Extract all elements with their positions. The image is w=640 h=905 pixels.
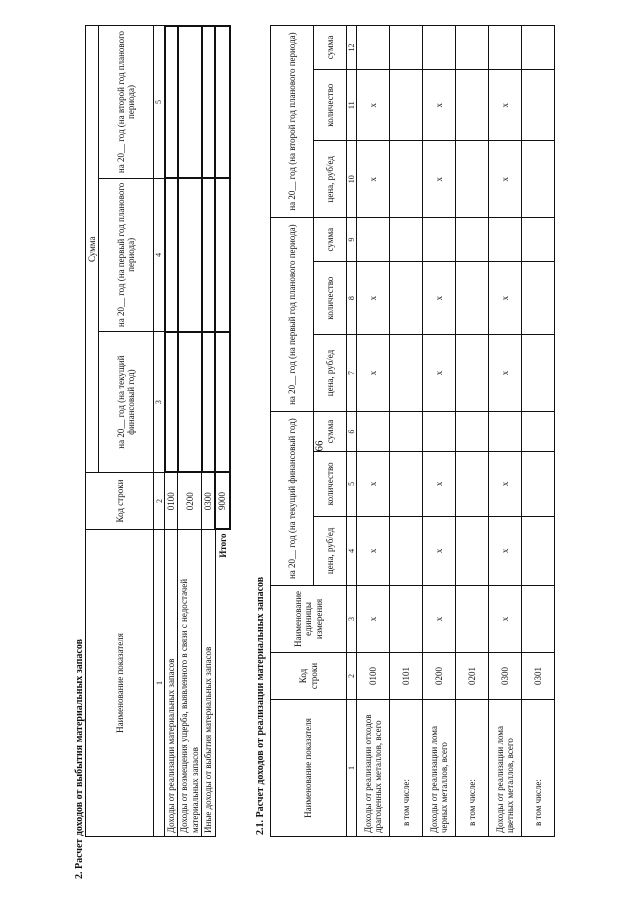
value-cell[interactable] [489,217,522,261]
page-number: 66 [313,440,326,452]
table-row [357,26,390,837]
value-cell[interactable] [390,217,423,261]
colnum: 3 [154,332,165,473]
header-sum: сумма [314,26,347,70]
value-cell[interactable] [522,586,555,653]
section-2-title: 2. Расчет доходов от выбытия материальных запасов [74,638,85,879]
value-cell[interactable] [489,412,522,452]
value-cell[interactable] [423,217,456,261]
value-cell[interactable] [456,451,489,516]
value-cell[interactable] [390,334,423,411]
value-cell[interactable] [522,26,555,70]
row-code: 0300 [489,653,522,700]
table-row [165,26,178,837]
header-price: цена, руб/ед [314,141,347,218]
table-row [202,26,216,837]
header-period-3: на 20__ год (на второй год планового периода) [99,26,154,178]
value-cell[interactable] [456,586,489,653]
x-mark: x [357,334,390,411]
row-name: в том числе: [456,700,489,837]
value-cell[interactable] [390,451,423,516]
x-mark: x [357,586,390,653]
header-period-1: на 20__ год (на текущий финансовый год) [271,412,314,586]
colnum: 1 [347,700,357,837]
value-cell[interactable] [522,451,555,516]
value-cell[interactable] [357,217,390,261]
header-period-1: на 20__ год (на текущий финансовый год) [99,332,154,473]
x-mark: x [423,334,456,411]
table-row [423,26,456,837]
value-cell[interactable] [522,141,555,218]
material-sales-income-table [270,25,555,837]
x-mark: x [357,262,390,334]
colnum: 4 [347,516,357,585]
row-code: 0300 [202,473,216,530]
x-mark: x [357,141,390,218]
value-cell[interactable] [456,412,489,452]
x-mark: x [357,69,390,141]
header-sum: Сумма [86,26,99,473]
colnum: 10 [347,141,357,218]
row-code: 0100 [357,653,390,700]
value-cell[interactable] [456,69,489,141]
value-cell[interactable] [522,69,555,141]
value-cell[interactable] [178,26,202,178]
header-period-2: на 20__ год (на первый год планового периода) [99,178,154,332]
colnum: 12 [347,26,357,70]
x-mark: x [489,451,522,516]
x-mark: x [423,262,456,334]
value-cell[interactable] [522,516,555,585]
header-code: Код строки [86,473,154,530]
x-mark: x [489,141,522,218]
value-cell[interactable] [390,141,423,218]
row-code: 0200 [423,653,456,700]
value-cell[interactable] [456,262,489,334]
header-code: Код строки [271,653,347,700]
row-code: 0101 [390,653,423,700]
colnum: 5 [154,26,165,178]
x-mark: x [489,262,522,334]
header-unit: Наименование единицы измерения [271,586,347,653]
value-cell[interactable] [165,26,178,178]
value-cell[interactable] [357,26,390,70]
x-mark: x [489,69,522,141]
x-mark: x [357,451,390,516]
total-cell[interactable] [215,178,229,332]
row-name: Доходы от реализации лома цветных металлов, всего [489,700,522,837]
value-cell[interactable] [423,26,456,70]
x-mark: x [423,451,456,516]
value-cell[interactable] [178,332,202,473]
x-mark: x [489,586,522,653]
value-cell[interactable] [489,26,522,70]
value-cell[interactable] [202,26,216,178]
header-sum: сумма [314,217,347,261]
x-mark: x [357,516,390,585]
colnum: 2 [347,653,357,700]
colnum: 11 [347,69,357,141]
value-cell[interactable] [423,412,456,452]
section-2-1-title: 2.1. Расчет доходов от реализации материальных запасов [255,576,266,835]
value-cell[interactable] [390,412,423,452]
colnum: 4 [154,178,165,332]
value-cell[interactable] [456,217,489,261]
value-cell[interactable] [202,178,216,332]
colnum: 6 [347,412,357,452]
colnum: 9 [347,217,357,261]
colnum: 5 [347,451,357,516]
header-price: цена, руб/ед [314,334,347,411]
row-code: 0301 [522,653,555,700]
colnum: 1 [154,530,165,837]
header-period-3: на 20__ год (на второй год планового периода) [271,26,314,218]
x-mark: x [423,69,456,141]
header-qty: количество [314,69,347,141]
row-name: Доходы от реализации лома черных металлов, всего [423,700,456,837]
value-cell[interactable] [390,262,423,334]
header-qty: количество [314,262,347,334]
total-cell[interactable] [215,332,229,473]
row-code: 0200 [178,473,202,530]
x-mark: x [423,586,456,653]
table-row [522,26,555,837]
value-cell[interactable] [390,26,423,70]
value-cell[interactable] [522,412,555,452]
row-code: 0201 [456,653,489,700]
x-mark: x [489,516,522,585]
value-cell[interactable] [456,26,489,70]
value-cell[interactable] [522,262,555,334]
value-cell[interactable] [178,178,202,332]
colnum: 7 [347,334,357,411]
value-cell[interactable] [202,332,216,473]
table-row [390,26,423,837]
header-name: Наименование показателя [86,530,154,837]
total-cell[interactable] [215,26,229,178]
row-name: Иные доходы от выбытия материальных запасов [202,530,216,837]
colnum: 3 [347,586,357,653]
value-cell[interactable] [390,69,423,141]
row-name: в том числе: [390,700,423,837]
value-cell[interactable] [522,334,555,411]
value-cell[interactable] [165,178,178,332]
value-cell[interactable] [456,141,489,218]
row-name: в том числе: [522,700,555,837]
value-cell[interactable] [456,334,489,411]
header-price: цена, руб/ед [314,516,347,585]
row-name: Доходы от возмещения ущерба, выявленного в связи с недостачей материальных запасов [178,530,202,837]
value-cell[interactable] [390,586,423,653]
total-row [215,26,229,837]
x-mark: x [423,141,456,218]
row-name: Доходы от реализации материальных запасов [165,530,178,837]
colnum: 2 [154,473,165,530]
row-code: 0100 [165,473,178,530]
value-cell[interactable] [165,332,178,473]
header-name: Наименование показателя [271,700,347,837]
value-cell[interactable] [357,412,390,452]
total-code: 9000 [215,473,229,530]
x-mark: x [423,516,456,585]
colnum: 8 [347,262,357,334]
x-mark: x [489,334,522,411]
row-name: Доходы от реализации отходов драгоценных металлов, всего [357,700,390,837]
value-cell[interactable] [522,217,555,261]
material-disposal-income-table [85,25,231,837]
value-cell[interactable] [390,516,423,585]
value-cell[interactable] [456,516,489,585]
header-period-2: на 20__ год (на первый год планового периода) [271,217,314,411]
total-label: Итого [215,530,229,837]
table-row [489,26,522,837]
header-qty: количество [314,451,347,516]
table-row [456,26,489,837]
table-row [178,26,202,837]
header-sum: сумма [314,412,347,452]
